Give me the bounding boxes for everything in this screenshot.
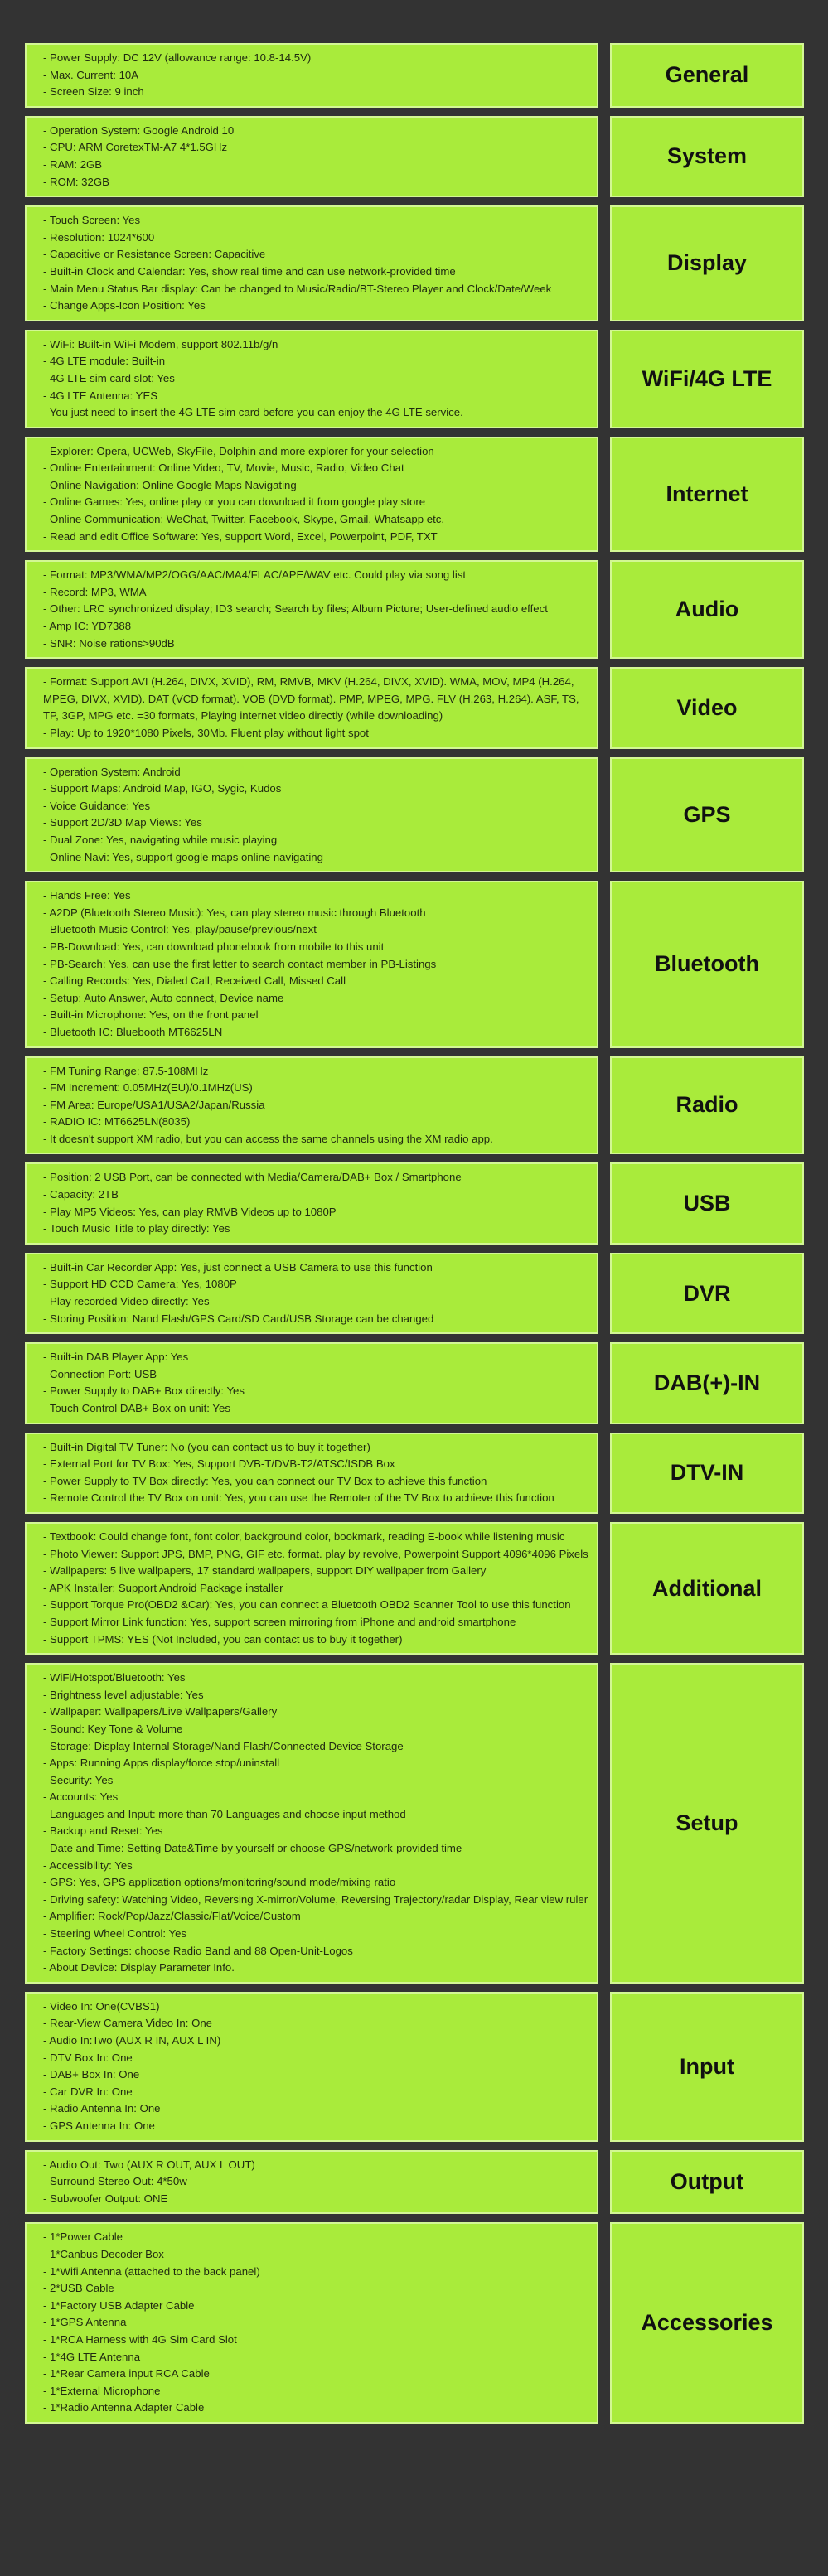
spec-section-usb (25, 1162, 804, 1244)
spec-line: - Built-in DAB Player App: Yes (43, 1351, 189, 1364)
spec-line: - You just need to insert the 4G LTE sim card before you can enjoy the 4G LTE service. (43, 406, 463, 419)
spec-line: - Format: MP3/WMA/MP2/OGG/AAC/MA4/FLAC/APE/WAV etc. Could play via song list (43, 568, 467, 582)
spec-line: - Explorer: Opera, UCWeb, SkyFile, Dolphin and more explorer for your selection (43, 444, 434, 457)
spec-line: - Radio Antenna In: One (43, 2102, 161, 2115)
spec-section-internet (25, 437, 804, 553)
spec-line: - DTV Box In: One (43, 2051, 133, 2064)
spec-category-label: DTV-IN (610, 1433, 804, 1514)
spec-category-label: USB (610, 1162, 804, 1244)
row-separator (25, 1245, 804, 1253)
spec-line: - Built-in Clock and Calendar: Yes, show real time and can use network-provided time (43, 264, 456, 278)
spec-details (25, 116, 598, 197)
spec-line: - Accessibility: Yes (43, 1858, 133, 1872)
spec-line: - Amplifier: Rock/Pop/Jazz/Classic/Flat/Voice/Custom (43, 1910, 301, 1923)
spec-line: - CPU: ARM CoretexTM-A7 4*1.5GHz (43, 141, 228, 154)
spec-details (25, 2222, 598, 2424)
spec-category-label: Setup (610, 1663, 804, 1984)
spec-line: - Rear-View Camera Video In: One (43, 2017, 213, 2030)
spec-details (25, 1522, 598, 1655)
spec-line: - Capacity: 2TB (43, 1188, 119, 1201)
spec-section-general (25, 43, 804, 108)
row-separator (25, 108, 804, 116)
spec-line: - Textbook: Could change font, font color, background color, bookmark, reading E-book while listening music (43, 1530, 565, 1543)
spec-line: - WiFi: Built-in WiFi Modem, support 802.11b/g/n (43, 337, 278, 350)
spec-line: - Play MP5 Videos: Yes, can play RMVB Videos up to 1080P (43, 1205, 337, 1218)
spec-line: - Brightness level adjustable: Yes (43, 1688, 204, 1701)
spec-line: - Remote Control the TV Box on unit: Yes, you can use the Remoter of the TV Box to achieve this function (43, 1491, 554, 1505)
spec-category-label: DAB(+)-IN (610, 1342, 804, 1423)
spec-section-output (25, 2150, 804, 2215)
spec-category-label: System (610, 116, 804, 197)
spec-line: - Format: Support AVI (H.264, DIVX, XVID), RM, RMVB, MKV (H.264, DIVX, XVID). WMA, MOV, MP4 (H.264, MPEG, DIVX, XVID). DAT (VCD format). VOB (DVD format). PMP, MPEG, MPG. FLV (H.263, H.264). ASF, TS, TP, 3GP, MPG etc. =30 formats, Playing internet video directly (while downloading) (43, 675, 579, 723)
spec-line: - Support Mirror Link function: Yes, support screen mirroring from iPhone and android smartphone (43, 1615, 516, 1628)
spec-details (25, 1433, 598, 1514)
spec-line: - Power Supply to TV Box directly: Yes, you can connect our TV Box to achieve this function (43, 1474, 487, 1487)
spec-line: - FM Increment: 0.05MHz(EU)/0.1MHz(US) (43, 1081, 253, 1095)
spec-line: - 1*Rear Camera input RCA Cable (43, 2367, 210, 2380)
spec-line: - Factory Settings: choose Radio Band and 88 Open-Unit-Logos (43, 1944, 353, 1957)
spec-line: - Touch Music Title to play directly: Yes (43, 1222, 230, 1235)
row-separator (25, 1984, 804, 1992)
spec-line: - It doesn't support XM radio, but you can access the same channels using the XM radio app. (43, 1132, 493, 1145)
row-separator (25, 749, 804, 757)
row-separator (25, 1655, 804, 1663)
spec-line: - Online Entertainment: Online Video, TV, Movie, Music, Radio, Video Chat (43, 462, 404, 475)
spec-line: - Accounts: Yes (43, 1791, 119, 1804)
spec-line: - 1*Radio Antenna Adapter Cable (43, 2401, 205, 2414)
row-separator (25, 1154, 804, 1162)
spec-line: - Power Supply: DC 12V (allowance range: 10.8-14.5V) (43, 51, 312, 64)
spec-line: - Operation System: Google Android 10 (43, 123, 235, 137)
spec-line: - Touch Screen: Yes (43, 214, 141, 227)
spec-section-system (25, 116, 804, 197)
spec-line: - 1*Canbus Decoder Box (43, 2247, 164, 2260)
spec-category-label: Internet (610, 437, 804, 553)
spec-section-audio (25, 560, 804, 659)
spec-section-input (25, 1992, 804, 2142)
row-separator (25, 872, 804, 881)
spec-details (25, 667, 598, 748)
spec-line: - Support 2D/3D Map Views: Yes (43, 816, 202, 829)
spec-category-label: WiFi/4G LTE (610, 330, 804, 428)
spec-details (25, 205, 598, 321)
spec-line: - Screen Size: 9 inch (43, 85, 144, 99)
row-separator (25, 552, 804, 560)
spec-line: - PB-Search: Yes, can use the first letter to search contact member in PB-Listings (43, 957, 437, 970)
spec-line: - FM Area: Europe/USA1/USA2/Japan/Russia (43, 1098, 265, 1111)
spec-line: - Capacitive or Resistance Screen: Capacitive (43, 248, 266, 261)
spec-line: - 1*GPS Antenna (43, 2316, 127, 2329)
spec-details (25, 1342, 598, 1423)
spec-line: - 1*Wifi Antenna (attached to the back panel) (43, 2264, 260, 2278)
spec-section-bluetooth (25, 881, 804, 1047)
spec-line: - Bluetooth IC: Bluebooth MT6625LN (43, 1025, 223, 1038)
spec-category-label: Display (610, 205, 804, 321)
row-separator (25, 321, 804, 330)
spec-line: - Amp IC: YD7388 (43, 620, 132, 633)
spec-line: - Online Communication: WeChat, Twitter, Facebook, Skype, Gmail, Whatsapp etc. (43, 513, 444, 526)
spec-line: - A2DP (Bluetooth Stereo Music): Yes, can play stereo music through Bluetooth (43, 906, 426, 919)
spec-details (25, 437, 598, 553)
spec-details (25, 881, 598, 1047)
spec-line: - Languages and Input: more than 70 Languages and choose input method (43, 1807, 406, 1820)
spec-line: - Audio In:Two (AUX R IN, AUX L IN) (43, 2034, 221, 2047)
spec-details (25, 1992, 598, 2142)
spec-line: - Sound: Key Tone & Volume (43, 1722, 183, 1735)
spec-details (25, 757, 598, 873)
spec-section-dvr (25, 1253, 804, 1334)
spec-line: - Audio Out: Two (AUX R OUT, AUX L OUT) (43, 2158, 255, 2171)
spec-line: - Support Torque Pro(OBD2 &Car): Yes, you can connect a Bluetooth OBD2 Scanner Tool to use this function (43, 1598, 571, 1612)
row-separator (25, 659, 804, 667)
spec-line: - Online Navi: Yes, support google maps online navigating (43, 850, 323, 863)
spec-line: - Touch Control DAB+ Box on unit: Yes (43, 1402, 230, 1414)
row-separator (25, 1424, 804, 1433)
spec-details (25, 2150, 598, 2215)
spec-line: - Surround Stereo Out: 4*50w (43, 2175, 187, 2188)
spec-line: - 2*USB Cable (43, 2282, 114, 2295)
spec-category-label: Video (610, 667, 804, 748)
spec-line: - Storage: Display Internal Storage/Nand Flash/Connected Device Storage (43, 1739, 404, 1752)
spec-line: - External Port for TV Box: Yes, Support DVB-T/DVB-T2/ATSC/ISDB Box (43, 1457, 395, 1471)
spec-line: - RAM: 2GB (43, 157, 103, 171)
spec-line: - Steering Wheel Control: Yes (43, 1927, 186, 1940)
spec-table (25, 43, 804, 2424)
spec-category-label: DVR (610, 1253, 804, 1334)
spec-section-dab-in (25, 1342, 804, 1423)
spec-line: - Voice Guidance: Yes (43, 799, 151, 812)
spec-line: - About Device: Display Parameter Info. (43, 1961, 235, 1974)
row-separator (25, 2142, 804, 2150)
spec-line: - 1*RCA Harness with 4G Sim Card Slot (43, 2332, 237, 2346)
spec-line: - Position: 2 USB Port, can be connected with Media/Camera/DAB+ Box / Smartphone (43, 1171, 462, 1184)
spec-details (25, 1056, 598, 1155)
spec-line: - 4G LTE Antenna: YES (43, 389, 158, 402)
spec-category-label: GPS (610, 757, 804, 873)
spec-line: - Support HD CCD Camera: Yes, 1080P (43, 1278, 237, 1291)
spec-line: - 1*4G LTE Antenna (43, 2350, 141, 2363)
spec-line: - Photo Viewer: Support JPS, BMP, PNG, GIF etc. format. play by revolve, Powerpoint Support 4096*4096 Pixels (43, 1547, 588, 1560)
spec-line: - Wallpaper: Wallpapers/Live Wallpapers/Gallery (43, 1705, 278, 1718)
spec-line: - Online Games: Yes, online play or you can download it from google play store (43, 495, 426, 509)
spec-category-label: Output (610, 2150, 804, 2215)
spec-line: - Resolution: 1024*600 (43, 230, 155, 244)
spec-line: - Support TPMS: YES (Not Included, you can contact us to buy it together) (43, 1632, 403, 1646)
spec-details (25, 1162, 598, 1244)
spec-line: - Car DVR In: One (43, 2085, 133, 2098)
row-separator (25, 1514, 804, 1522)
spec-category-label: Additional (610, 1522, 804, 1655)
spec-line: - Dual Zone: Yes, navigating while music playing (43, 833, 278, 846)
spec-line: - GPS: Yes, GPS application options/monitoring/sound mode/mixing ratio (43, 1876, 396, 1889)
spec-category-label: Audio (610, 560, 804, 659)
row-separator (25, 197, 804, 205)
spec-category-label: General (610, 43, 804, 108)
spec-section-additional (25, 1522, 804, 1655)
spec-section-radio (25, 1056, 804, 1155)
spec-category-label: Accessories (610, 2222, 804, 2424)
spec-line: - Other: LRC synchronized display; ID3 search; Search by files; Album Picture; User-defined audio effect (43, 602, 548, 616)
spec-section-gps (25, 757, 804, 873)
spec-details (25, 1663, 598, 1984)
spec-line: - 1*Factory USB Adapter Cable (43, 2298, 195, 2312)
spec-line: - ROM: 32GB (43, 175, 109, 188)
spec-line: - Apps: Running Apps display/force stop/uninstall (43, 1757, 280, 1770)
spec-line: - Driving safety: Watching Video, Reversing X-mirror/Volume, Reversing Trajectory/radar Display, Rear view ruler (43, 1892, 588, 1906)
spec-category-label: Bluetooth (610, 881, 804, 1047)
spec-line: - Operation System: Android (43, 765, 181, 778)
spec-line: - Built-in Microphone: Yes, on the front panel (43, 1008, 259, 1022)
spec-category-label: Input (610, 1992, 804, 2142)
row-separator (25, 428, 804, 437)
spec-line: - Support Maps: Android Map, IGO, Sygic, Kudos (43, 782, 282, 795)
spec-line: - SNR: Noise rations>90dB (43, 636, 175, 650)
spec-line: - Record: MP3, WMA (43, 585, 147, 598)
spec-line: - GPS Antenna In: One (43, 2119, 155, 2132)
spec-line: - 1*External Microphone (43, 2384, 161, 2397)
spec-line: - Date and Time: Setting Date&Time by yourself or choose GPS/network-provided time (43, 1842, 462, 1855)
spec-section-wifi-4g-lte (25, 330, 804, 428)
spec-line: - 1*Power Cable (43, 2230, 123, 2244)
spec-category-label: Radio (610, 1056, 804, 1155)
spec-line: - Security: Yes (43, 1773, 114, 1786)
spec-line: - Online Navigation: Online Google Maps Navigating (43, 478, 297, 491)
spec-details (25, 560, 598, 659)
spec-line: - FM Tuning Range: 87.5-108MHz (43, 1064, 209, 1077)
spec-section-video (25, 667, 804, 748)
spec-section-accessories (25, 2222, 804, 2424)
spec-line: - RADIO IC: MT6625LN(8035) (43, 1115, 191, 1129)
spec-line: - Power Supply to DAB+ Box directly: Yes (43, 1385, 245, 1398)
spec-section-dtv-in (25, 1433, 804, 1514)
spec-line: - Storing Position: Nand Flash/GPS Card/SD Card/USB Storage can be changed (43, 1312, 434, 1325)
spec-line: - Subwoofer Output: ONE (43, 2192, 168, 2205)
spec-line: - Built-in Car Recorder App: Yes, just connect a USB Camera to use this function (43, 1260, 433, 1274)
spec-line: - PB-Download: Yes, can download phonebook from mobile to this unit (43, 940, 385, 953)
spec-details (25, 1253, 598, 1334)
spec-line: - Change Apps-Icon Position: Yes (43, 299, 206, 312)
spec-line: - Setup: Auto Answer, Auto connect, Device name (43, 991, 284, 1004)
row-separator (25, 1048, 804, 1056)
spec-line: - Main Menu Status Bar display: Can be changed to Music/Radio/BT-Stereo Player and Clock/Date/Week (43, 282, 552, 295)
row-separator (25, 2214, 804, 2222)
spec-line: - Hands Free: Yes (43, 889, 131, 902)
spec-line: - Max. Current: 10A (43, 68, 139, 81)
spec-line: - Play recorded Video directly: Yes (43, 1295, 210, 1308)
spec-line: - Backup and Reset: Yes (43, 1824, 163, 1838)
spec-section-setup (25, 1663, 804, 1984)
spec-line: - Calling Records: Yes, Dialed Call, Received Call, Missed Call (43, 974, 346, 988)
spec-line: - Read and edit Office Software: Yes, support Word, Excel, Powerpoint, PDF, TXT (43, 529, 438, 543)
spec-line: - WiFi/Hotspot/Bluetooth: Yes (43, 1671, 186, 1684)
spec-line: - Bluetooth Music Control: Yes, play/pause/previous/next (43, 923, 317, 936)
spec-line: - 4G LTE sim card slot: Yes (43, 371, 175, 384)
spec-details (25, 330, 598, 428)
spec-section-display (25, 205, 804, 321)
row-separator (25, 1334, 804, 1342)
spec-line: - Video In: One(CVBS1) (43, 1999, 160, 2013)
spec-line: - 4G LTE module: Built-in (43, 355, 166, 368)
spec-line: - Built-in Digital TV Tuner: No (you can contact us to buy it together) (43, 1440, 370, 1453)
spec-line: - DAB+ Box In: One (43, 2068, 140, 2081)
spec-line: - Connection Port: USB (43, 1367, 157, 1380)
spec-line: - Play: Up to 1920*1080 Pixels, 30Mb. Fluent play without light spot (43, 727, 369, 739)
spec-details (25, 43, 598, 108)
spec-line: - APK Installer: Support Android Package installer (43, 1581, 283, 1594)
spec-line: - Wallpapers: 5 live wallpapers, 17 standard wallpapers, support DIY wallpaper from Gallery (43, 1564, 487, 1578)
